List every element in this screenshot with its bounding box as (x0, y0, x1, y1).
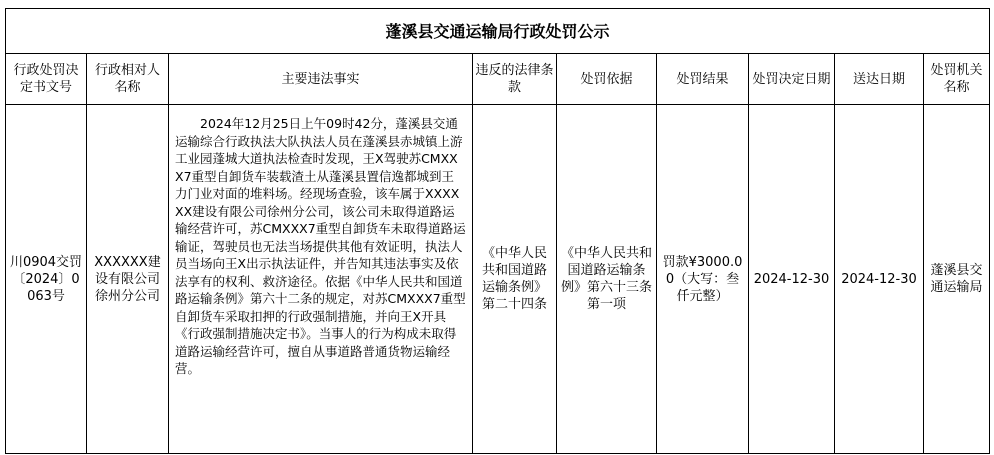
cell-delivery-date: 2024-12-30 (835, 105, 924, 454)
header-row (6, 54, 990, 105)
cell-authority: 蓬溪县交通运输局 (924, 105, 990, 454)
header-result: 处罚结果 (657, 54, 749, 105)
header-party: 行政相对人名称 (87, 54, 169, 105)
header-facts: 主要违法事实 (169, 54, 473, 105)
page-title: 蓬溪县交通运输局行政处罚公示 (6, 9, 990, 54)
cell-facts (169, 105, 473, 454)
cell-decision-date: 2024-12-30 (749, 105, 835, 454)
header-authority: 处罚机关名称 (924, 54, 990, 105)
header-law: 违反的法律条款 (473, 54, 557, 105)
header-doc-no: 行政处罚决定书文号 (6, 54, 87, 105)
penalty-table (5, 8, 990, 454)
table-row (6, 105, 990, 454)
cell-result: 罚款¥3000.00（大写：叁仟元整） (657, 105, 749, 454)
cell-doc-no: 川0904交罚〔2024〕0063号 (6, 105, 87, 454)
header-delivery-date: 送达日期 (835, 54, 924, 105)
header-basis: 处罚依据 (557, 54, 657, 105)
cell-law: 《中华人民共和国道路运输条例》第二十四条 (473, 105, 557, 454)
cell-party: XXXXXX建设有限公司徐州分公司 (87, 105, 169, 454)
cell-basis: 《中华人民共和国道路运输条例》第六十三条第一项 (557, 105, 657, 454)
facts-text: 2024年12月25日上午09时42分，蓬溪县交通运输综合行政执法大队执法人员在蓬溪县赤城镇上游工业园蓬城大道执法检查时发现，王X驾驶苏CMXXX7重型自卸货车装载渣土从蓬溪县置信逸都城到王力门业对面的堆料场。经现场查验，该车属于XXXXXX建设有限公司徐州分公司，该公司未取得道路运输经营许可，苏CMXXX7重型自卸货车未取得道路运输证，驾驶员也无法当场提供其他有效证明，执法人员当场向王X出示执法证件，并告知其违法事实及依法享有的权利、救济途径。依据《中华人民共和国道路运输条例》第六十二条的规定，对苏CMXXX7重型自卸货车采取扣押的行政强制措施，并向王X开具《行政强制措施决定书》。当事人的行为构成未取得道路运输经营许可，擅自从事道路普通货物运输经营。 (175, 116, 466, 376)
header-decision-date: 处罚决定日期 (749, 54, 835, 105)
